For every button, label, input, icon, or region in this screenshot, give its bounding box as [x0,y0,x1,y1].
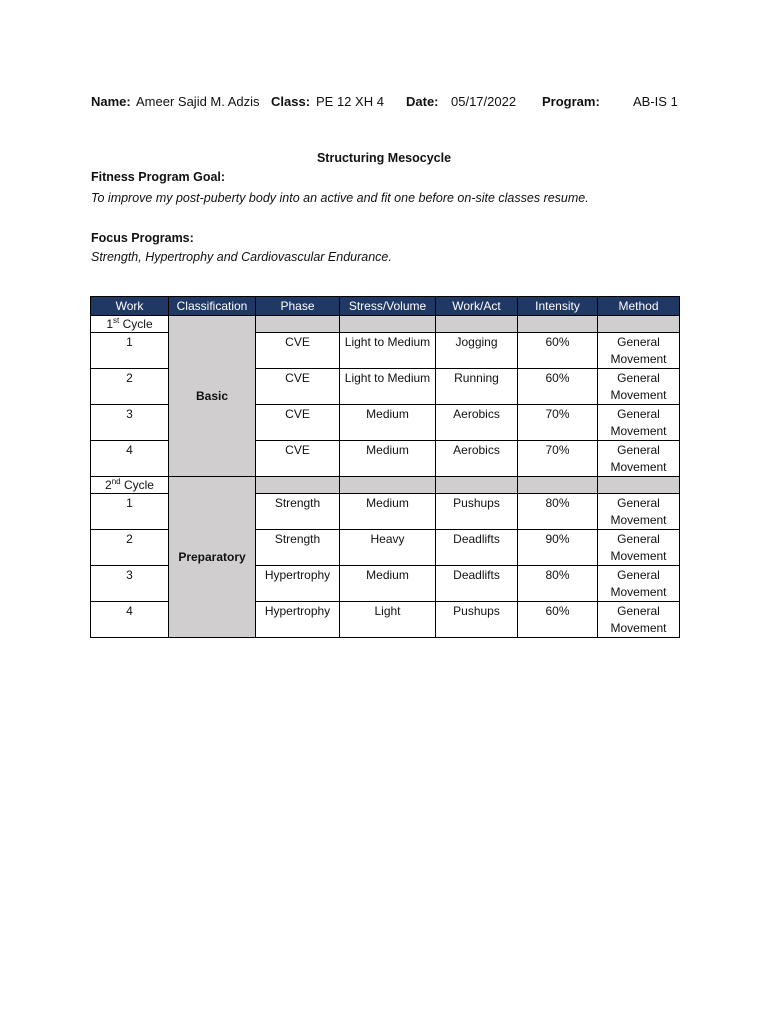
cycle-ordinal: st [113,316,120,325]
cycle-fill-cell [598,477,680,494]
phase-cell: CVE [256,333,340,369]
act-cell: Aerobics [436,441,518,477]
intensity-cell: 60% [518,369,598,405]
act-cell: Deadlifts [436,530,518,566]
goal-label: Fitness Program Goal: [91,170,226,184]
header-method: Method [598,297,680,316]
stress-cell: Light [340,602,436,638]
focus-label: Focus Programs: [91,231,194,245]
work-cell: 2 [91,369,169,405]
cycle-fill-cell [256,316,340,333]
cycle-fill-cell [436,316,518,333]
program-label: Program: [542,94,600,109]
cycle-fill-cell [340,316,436,333]
date-label: Date: [406,94,439,109]
work-cell: 1 [91,333,169,369]
method-cell: General Movement [598,602,680,638]
cycle-fill-cell [518,316,598,333]
phase-cell: CVE [256,405,340,441]
classification-cell: Preparatory [169,477,256,638]
intensity-cell: 60% [518,602,598,638]
cycle-fill-cell [436,477,518,494]
intensity-cell: 80% [518,494,598,530]
phase-cell: Strength [256,494,340,530]
act-cell: Pushups [436,602,518,638]
cycle-ordinal: nd [111,477,121,486]
intensity-cell: 70% [518,405,598,441]
classification-cell: Basic [169,316,256,477]
phase-cell: Strength [256,530,340,566]
class-value: PE 12 XH 4 [316,94,384,109]
header-work: Work [91,297,169,316]
name-value: Ameer Sajid M. Adzis [136,94,260,109]
stress-cell: Medium [340,441,436,477]
cycle-row [91,316,680,333]
cycle-label [91,477,169,494]
method-cell: General Movement [598,333,680,369]
method-cell: General Movement [598,530,680,566]
stress-cell: Heavy [340,530,436,566]
goal-text: To improve my post-puberty body into an active and fit one before on-site classes resume. [91,191,589,205]
header-intensity: Intensity [518,297,598,316]
stress-cell: Light to Medium [340,369,436,405]
cycle-number: 2 [105,478,112,492]
table-header-row [91,297,680,316]
cycle-label [91,316,169,333]
intensity-cell: 90% [518,530,598,566]
work-cell: 4 [91,602,169,638]
class-label: Class: [271,94,311,109]
act-cell: Deadlifts [436,566,518,602]
method-cell: General Movement [598,494,680,530]
work-cell: 1 [91,494,169,530]
cycle-word: Cycle [120,478,154,492]
header-stress-volume: Stress/Volume [340,297,436,316]
work-cell: 3 [91,405,169,441]
phase-cell: Hypertrophy [256,602,340,638]
program-value: AB-IS 1 [633,94,678,109]
method-cell: General Movement [598,566,680,602]
method-cell: General Movement [598,441,680,477]
intensity-cell: 60% [518,333,598,369]
name-label: Name: [91,94,131,109]
work-cell: 4 [91,441,169,477]
act-cell: Jogging [436,333,518,369]
stress-cell: Medium [340,405,436,441]
act-cell: Pushups [436,494,518,530]
cycle-row [91,477,680,494]
stress-cell: Medium [340,494,436,530]
phase-cell: CVE [256,441,340,477]
cycle-number: 1 [106,317,114,331]
cycle-fill-cell [518,477,598,494]
stress-cell: Medium [340,566,436,602]
phase-cell: CVE [256,369,340,405]
work-cell: 3 [91,566,169,602]
stress-cell: Light to Medium [340,333,436,369]
act-cell: Running [436,369,518,405]
header-phase: Phase [256,297,340,316]
method-cell: General Movement [598,369,680,405]
method-cell: General Movement [598,405,680,441]
cycle-word: Cycle [119,317,153,331]
cycle-fill-cell [256,477,340,494]
header-work-act: Work/Act [436,297,518,316]
cycle-fill-cell [598,316,680,333]
date-value: 05/17/2022 [451,94,517,109]
mesocycle-table [90,296,680,638]
cycle-fill-cell [340,477,436,494]
phase-cell: Hypertrophy [256,566,340,602]
page-title: Structuring Mesocycle [316,151,452,165]
intensity-cell: 80% [518,566,598,602]
act-cell: Aerobics [436,405,518,441]
header-classification: Classification [169,297,256,316]
intensity-cell: 70% [518,441,598,477]
focus-text: Strength, Hypertrophy and Cardiovascular Endurance. [91,250,392,264]
work-cell: 2 [91,530,169,566]
